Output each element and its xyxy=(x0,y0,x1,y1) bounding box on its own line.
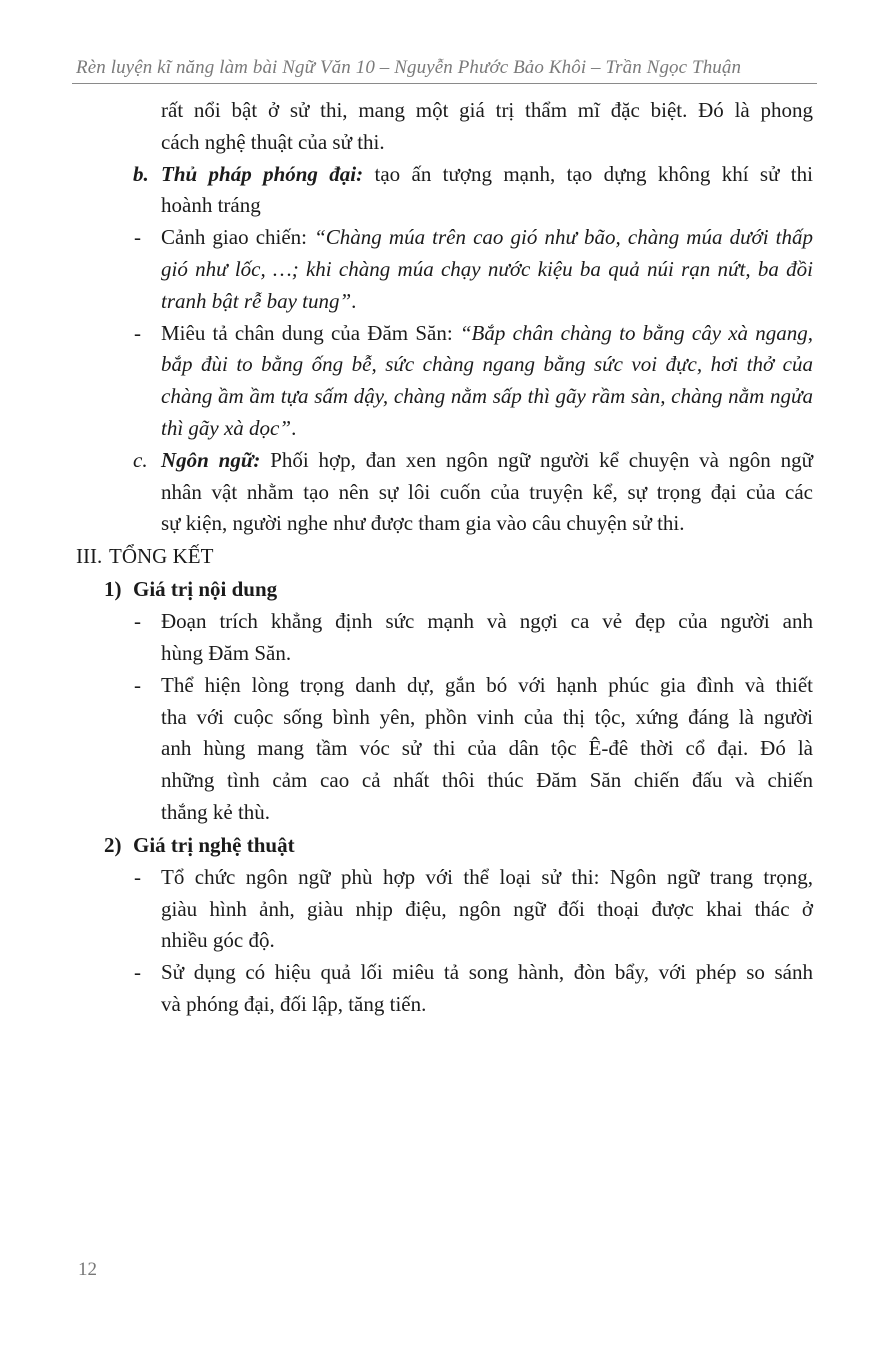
line-content xyxy=(161,765,813,797)
text-line xyxy=(134,862,813,894)
line-content xyxy=(161,733,813,765)
line-content xyxy=(161,286,813,318)
page-number: 12 xyxy=(78,1259,97,1280)
italic-quote: “Chàng múa trên cao gió như bão, chàng múa dưới thấp xyxy=(314,225,813,250)
line-content xyxy=(161,862,813,894)
line-content xyxy=(161,381,813,413)
text-run: Miêu tả chân dung của Đăm Săn: xyxy=(161,320,460,345)
text-run: tạo ấn tượng mạnh, tạo dựng không khí sử thi xyxy=(363,161,813,186)
list-marker: c. xyxy=(133,447,148,472)
text-run: Thể hiện lòng trọng danh dự, gắn bó với hạnh phúc gia đình và thiết xyxy=(161,672,813,697)
bullet-dash: - xyxy=(134,320,141,345)
line-content xyxy=(161,95,813,127)
text-run: Đoạn trích khẳng định sức mạnh và ngợi ca vẻ đẹp của người anh xyxy=(161,609,813,634)
text-run: những tình cảm cao cả nhất thôi thúc Đăm Săn chiến đấu và chiến xyxy=(161,768,813,793)
italic-quote: bắp đùi to bằng ống bễ, sức chàng ngang bằng sức voi đực, hơi thở của xyxy=(161,352,813,377)
text-run: thắng kẻ thù. xyxy=(161,799,271,824)
bullet-dash: - xyxy=(134,609,141,634)
bullet-dash: - xyxy=(134,960,141,985)
text-line xyxy=(161,286,813,318)
text-line xyxy=(161,254,813,286)
text-line xyxy=(134,957,813,989)
text-line xyxy=(161,413,813,445)
running-header: Rèn luyện kĩ năng làm bài Ngữ Văn 10 – Nguyễn Phước Bảo Khôi – Trần Ngọc Thuận xyxy=(76,57,742,78)
text-line xyxy=(161,797,813,829)
section-number: III. xyxy=(76,544,103,569)
text-run: Phối hợp, đan xen ngôn ngữ người kể chuyện và ngôn ngữ xyxy=(260,447,813,472)
text-line xyxy=(134,222,813,254)
line-content xyxy=(161,349,813,381)
text-line xyxy=(161,702,813,734)
subsection-heading xyxy=(104,829,895,862)
text-line xyxy=(161,894,813,926)
text-run: nhân vật nhằm tạo nên sự lôi cuốn của truyện kể, sự trọng đại của các xyxy=(161,479,813,504)
text-run: hùng Đăm Săn. xyxy=(161,640,292,665)
line-content xyxy=(161,702,813,734)
line-content xyxy=(161,508,813,540)
line-content xyxy=(161,318,813,350)
text-run: cách nghệ thuật của sử thi. xyxy=(161,129,385,154)
text-line xyxy=(161,349,813,381)
text-line xyxy=(161,765,813,797)
text-run: tha với cuộc sống bình yên, phồn vinh của thị tộc, xứng đáng là người xyxy=(161,704,813,729)
line-content xyxy=(161,638,813,670)
line-content xyxy=(161,797,813,829)
section-title: TỔNG KẾT xyxy=(109,544,214,569)
italic-quote: “Bắp chân chàng to bằng cây xà ngang, xyxy=(459,320,813,345)
line-content xyxy=(161,989,813,1021)
italic-quote: tranh bật rễ bay tung” xyxy=(161,288,352,313)
text-run: hoành tráng xyxy=(161,193,261,218)
subsection-number: 1) xyxy=(104,577,122,602)
line-content xyxy=(161,925,813,957)
bullet-dash: - xyxy=(134,672,141,697)
text-run: giàu hình ảnh, giàu nhịp điệu, ngôn ngữ đối thoại được khai thác ở xyxy=(161,896,813,921)
subsection-title: Giá trị nội dung xyxy=(133,577,278,602)
line-content xyxy=(161,445,813,477)
line-content xyxy=(161,477,813,509)
text-run: . xyxy=(351,288,357,313)
text-run: nhiều góc độ. xyxy=(161,928,275,953)
text-line xyxy=(161,733,813,765)
subsection-title: Giá trị nghệ thuật xyxy=(133,832,295,857)
text-line xyxy=(161,95,813,127)
bullet-dash: - xyxy=(134,864,141,889)
text-line xyxy=(161,127,813,159)
text-line xyxy=(161,381,813,413)
line-content xyxy=(161,413,813,445)
text-line xyxy=(161,989,813,1021)
text-line xyxy=(133,159,813,191)
text-line xyxy=(161,508,813,540)
text-run: rất nổi bật ở sử thi, mang một giá trị thẩm mĩ đặc biệt. Đó là phong xyxy=(161,98,813,122)
text-run: . xyxy=(291,415,297,440)
text-run: Tổ chức ngôn ngữ phù hợp với thể loại sử thi: Ngôn ngữ trang trọng, xyxy=(161,864,813,889)
text-line xyxy=(161,925,813,957)
line-content xyxy=(161,254,813,286)
document-body xyxy=(0,95,895,1021)
text-line xyxy=(161,190,813,222)
bullet-dash: - xyxy=(134,225,141,250)
line-content xyxy=(161,127,813,159)
subsection-number: 2) xyxy=(104,832,122,857)
subsection-heading xyxy=(104,573,895,606)
text-line xyxy=(161,477,813,509)
emphasis-label: Ngôn ngữ: xyxy=(161,447,261,472)
line-content xyxy=(161,606,813,638)
italic-quote: chàng ầm ầm tựa sấm dậy, chàng nằm sấp thì gãy rầm sàn, chàng nằm ngửa xyxy=(161,384,813,409)
text-line xyxy=(133,445,813,477)
italic-quote: thì gãy xà dọc” xyxy=(161,415,292,440)
line-content xyxy=(161,670,813,702)
line-content xyxy=(161,222,813,254)
italic-quote: gió như lốc, …; khi chàng múa chạy nước kiệu ba quả núi rạn nứt, ba đồi xyxy=(161,256,813,281)
section-heading xyxy=(76,540,895,573)
header-rule xyxy=(72,83,817,84)
text-run: và phóng đại, đối lập, tăng tiến. xyxy=(161,991,427,1016)
emphasis-label: Thủ pháp phóng đại: xyxy=(161,161,364,186)
list-marker: b. xyxy=(133,161,149,186)
text-line xyxy=(134,670,813,702)
text-run: Sử dụng có hiệu quả lối miêu tả song hành, đòn bẩy, với phép so sánh xyxy=(161,960,813,985)
line-content xyxy=(161,957,813,989)
text-line xyxy=(134,318,813,350)
text-line xyxy=(134,606,813,638)
text-line xyxy=(161,638,813,670)
line-content xyxy=(161,894,813,926)
text-run: anh hùng mang tầm vóc sử thi của dân tộc Ê-đê thời cổ đại. Đó là xyxy=(161,736,813,761)
text-run: sự kiện, người nghe như được tham gia vào câu chuyện sử thi. xyxy=(161,511,685,536)
line-content xyxy=(161,159,813,191)
line-content xyxy=(161,190,813,222)
text-run: Cảnh giao chiến: xyxy=(161,225,315,250)
